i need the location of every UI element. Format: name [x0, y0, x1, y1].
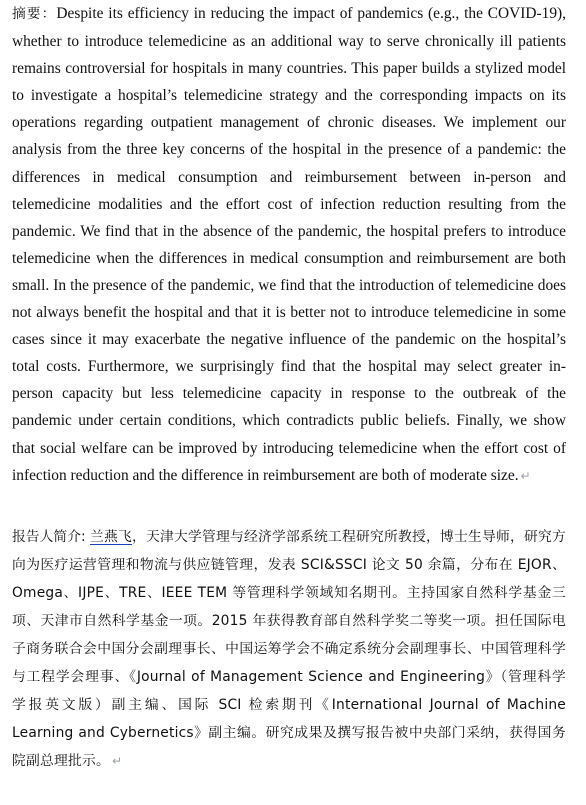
speaker-bio-label: 报告人简介:: [12, 529, 91, 545]
speaker-name: 兰燕飞: [90, 529, 133, 545]
paragraph-mark-icon: ↵: [111, 754, 123, 768]
abstract-text: Despite its efficiency in reducing the impact of pandemics (e.g., the COVID-19), whether to introduce telemedicine as an additional way to serve chronically ill patients remains controversial for hospitals in many countries. This paper builds a stylized model to investigate a hospital’s telemedicine strategy and the corresponding impacts on its operations regarding outpatient management of chronic diseases. We implement our analysis from the three key concerns of the hospital in the presence of a pandemic: the differences in medical consumption and reimbursement between in-person and telemedicine modalities and the effort cost of infection reduction resulting from the pandemic. We find that in the absence of the pandemic, the hospital prefers to introduce telemedicine when the differences in medical consumption and reimbursement are both small. In the presence of the pandemic, we find that the introduction of telemedicine does not always benefit the hospital and that it is better not to introduce telemedicine in some cases since it may exacerbate the negative influence of the pandemic on the hospital’s total costs. Furthermore, we surprisingly find that the hospital may select greater in-person capacity but less telemedicine capacity in response to the outbreak of the pandemic under certain conditions, which contradicts public beliefs. Finally, we show that social welfare can be improved by introducing telemedicine when the effort cost of infection reduction and the difference in reimbursement are both of moderate size.: [12, 5, 566, 484]
speaker-bio-text: ，天津大学管理与经济学部系统工程研究所教授，博士生导师，研究方向为医疗运营管理和物流与供应链管理，发表 SCI&SSCI 论文 50 余篇，分布在 EJOR、Omega、IJPE、TRE、IEEE TEM 等管理科学领域知名期刊。主持国家自然科学基金三项、天津市自然科学基金一项。2015 年获得教育部自然科学奖二等奖一项。担任国际电子商务联合会中国分会副理事长、中国运筹学会不确定系统分会副理事长、中国管理科学与工程学会理事、《Journal of Management Science and Engineering》（管理科学学报英文版）副主编、国际 SCI 检索期刊《International Journal of Machine Learning and Cybernetics》副主编。研究成果及撰写报告被中央部门采纳，获得国务院副总理批示。: [12, 529, 566, 769]
abstract-paragraph: [12, 0, 566, 490]
paragraph-mark-icon: ↵: [520, 468, 531, 483]
abstract-label: 摘要：: [12, 6, 57, 22]
speaker-bio-paragraph: [12, 523, 566, 775]
